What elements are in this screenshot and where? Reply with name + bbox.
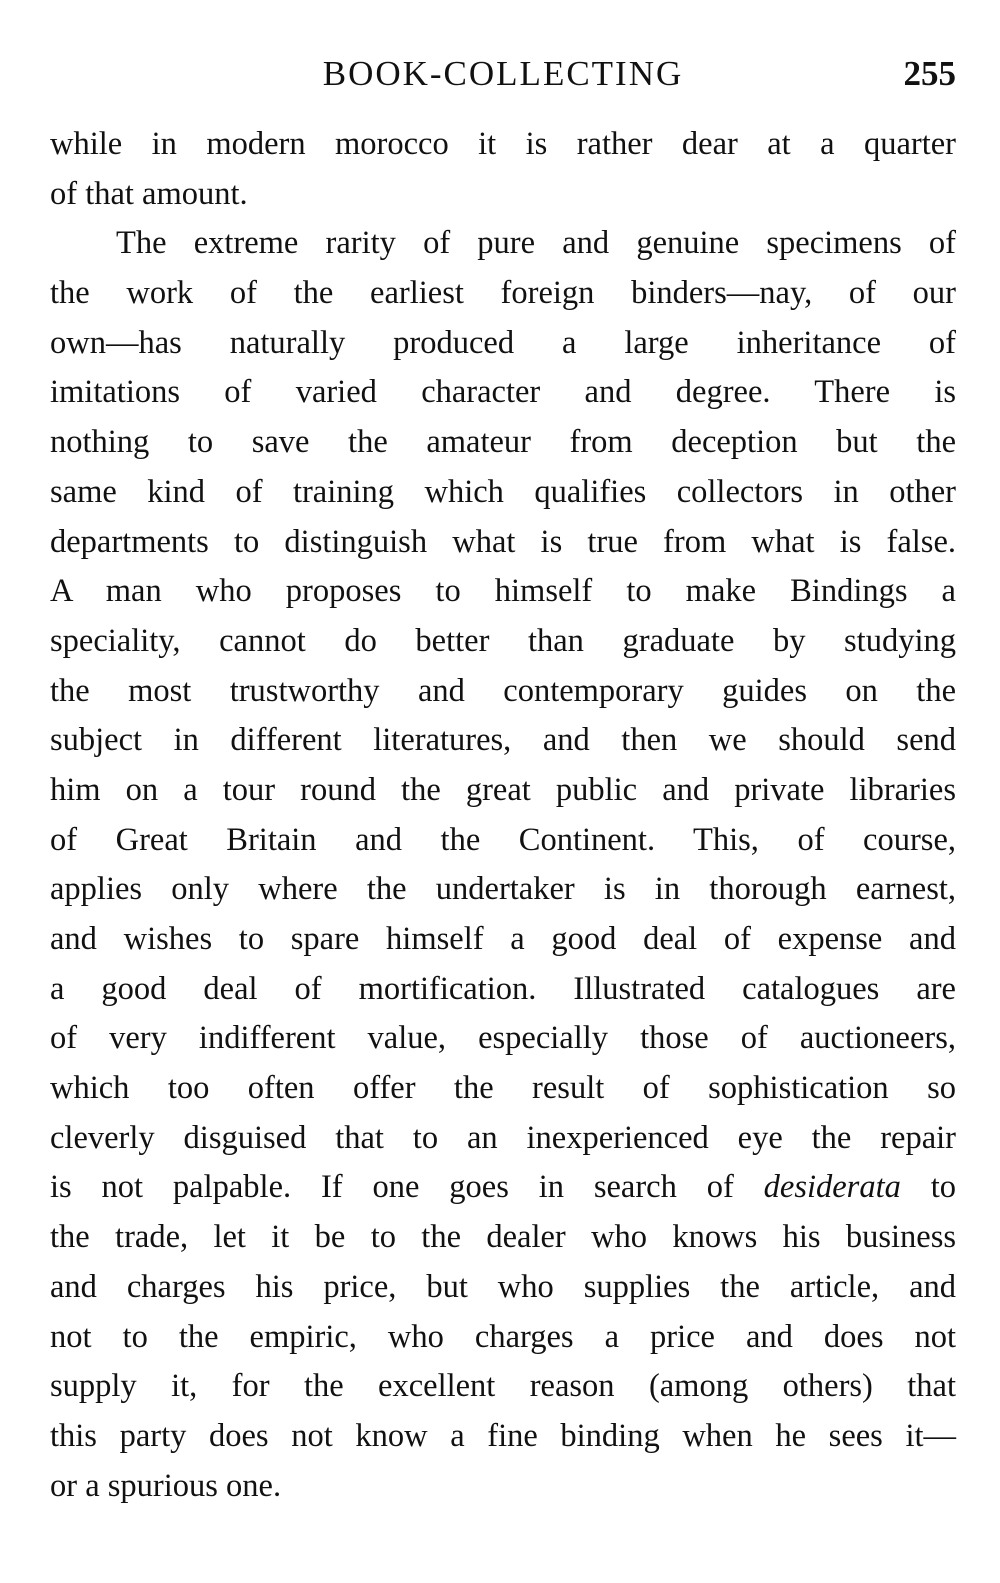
text-line: the trade, let it be to the dealer who knows his business bbox=[50, 1219, 956, 1256]
paragraph-bindings bbox=[50, 219, 956, 1511]
book-page bbox=[50, 52, 956, 1511]
text-line: The extreme rarity of pure and genuine specimens of bbox=[116, 225, 956, 262]
text-line: not to the empiric, who charges a price and does not bbox=[50, 1318, 956, 1355]
running-head bbox=[50, 52, 956, 102]
text-line: speciality, cannot do better than graduate by studying bbox=[50, 622, 956, 659]
text-line: a good deal of mortification. Illustrated catalogues are bbox=[50, 970, 956, 1007]
text-line: subject in different literatures, and then we should send bbox=[50, 722, 956, 759]
body-text bbox=[50, 120, 956, 1511]
italic-term: desiderata bbox=[763, 1169, 901, 1206]
page-number: 255 bbox=[903, 54, 956, 93]
text-line: own—has naturally produced a large inheritance of bbox=[50, 324, 956, 361]
text-line: imitations of varied character and degree. There is bbox=[50, 374, 956, 411]
text-line: which too often offer the result of sophistication so bbox=[50, 1070, 956, 1107]
text-line: A man who proposes to himself to make Bindings a bbox=[50, 573, 956, 610]
paragraph-continuation bbox=[50, 120, 956, 219]
text-line: him on a tour round the great public and private libraries bbox=[50, 771, 956, 808]
text-line: departments to distinguish what is true from what is false. bbox=[50, 523, 956, 560]
text-line: the most trustworthy and contemporary guides on the bbox=[50, 672, 956, 709]
text-line: same kind of training which qualifies collectors in other bbox=[50, 473, 956, 510]
running-head-title: BOOK-COLLECTING bbox=[322, 54, 684, 93]
text-line: nothing to save the amateur from deception but the bbox=[50, 424, 956, 461]
text-line: applies only where the undertaker is in thorough earnest, bbox=[50, 871, 956, 908]
text-line: cleverly disguised that to an inexperienced eye the repair bbox=[50, 1119, 956, 1156]
text-line: and wishes to spare himself a good deal of expense and bbox=[50, 921, 956, 957]
text-line: this party does not know a fine binding when he sees it— bbox=[50, 1417, 956, 1454]
text-line: of Great Britain and the Continent. This, of course, bbox=[50, 821, 956, 858]
text-line: the work of the earliest foreign binders—nay, of our bbox=[50, 275, 956, 312]
text-fragment: is not palpable. If one goes in search of bbox=[50, 1169, 764, 1206]
text-fragment: to bbox=[900, 1169, 956, 1206]
text-line: of very indifferent value, especially those of auctioneers, bbox=[50, 1020, 956, 1057]
text-line: and charges his price, but who supplies the article, and bbox=[50, 1268, 956, 1305]
text-line: supply it, for the excellent reason (among others) that bbox=[50, 1368, 956, 1405]
text-line: or a spurious one. bbox=[50, 1467, 282, 1504]
text-line: while in modern morocco it is rather dear at a quarter bbox=[50, 126, 956, 162]
text-line-with-italic bbox=[50, 1163, 956, 1213]
text-line: of that amount. bbox=[50, 175, 248, 212]
